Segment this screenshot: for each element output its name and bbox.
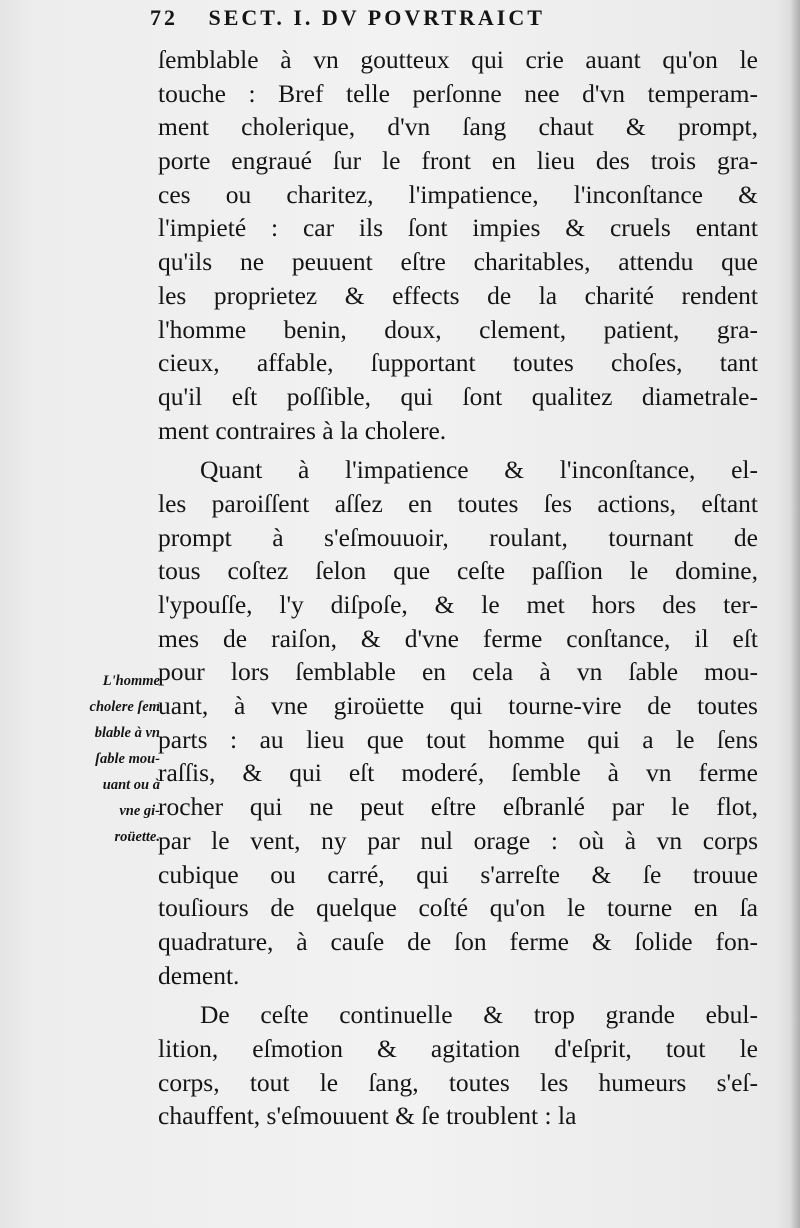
text-line: ment contraires à la cholere. — [158, 415, 447, 445]
text-line: les proprietez & effects de la charité rendent — [158, 280, 758, 310]
text-line: quadrature, à cauſe de ſon ferme & ſolide fon- — [158, 926, 758, 956]
text-line: uant, à vne giroüette qui tourne-vire de toutes — [158, 691, 758, 721]
page-edge-shadow — [790, 0, 800, 1228]
text-line: De ceſte continuelle & trop grande ebul- — [200, 1000, 758, 1030]
text-line: Quant à l'impatience & l'inconſtance, el- — [200, 455, 758, 485]
text-line: touſiours de quelque coſté qu'on le tourne en ſa — [158, 893, 758, 923]
text-line: ces ou charitez, l'impatience, l'inconſtance & — [158, 179, 758, 209]
margin-note-line: cholere ſem — [89, 699, 160, 715]
text-line: pour lors ſemblable en cela à vn ſable mou- — [158, 657, 758, 687]
margin-note — [42, 668, 160, 850]
body-text — [158, 43, 758, 1133]
margin-note-line: blable à vn — [94, 725, 160, 741]
text-line: mes de raiſon, & d'vne ferme conſtance, il eſt — [158, 623, 758, 653]
text-line: ment cholerique, d'vn ſang chaut & prompt, — [158, 112, 758, 142]
margin-note-line: uant ou à — [102, 777, 160, 793]
text-line: lition, eſmotion & agitation d'eſprit, tout le — [158, 1033, 758, 1063]
text-line: ſemblable à vn goutteux qui crie auant qu'on le — [158, 45, 758, 74]
text-line: qu'il eſt poſſible, qui ſont qualitez diametrale- — [158, 381, 758, 411]
text-line: prompt à s'eſmouuoir, roulant, tournant de — [158, 522, 758, 552]
text-line: rocher qui ne peut eſtre eſbranlé par le flot, — [158, 792, 758, 822]
text-line: cieux, affable, ſupportant toutes choſes, tant — [158, 348, 758, 378]
text-line: touche : Bref telle perſonne nee d'vn temperam- — [158, 78, 758, 108]
text-line: dement. — [158, 960, 240, 990]
text-line: l'ypouſſe, l'y diſpoſe, & le met hors des ter- — [158, 590, 758, 619]
text-line: par le vent, ny par nul orage : où à vn corps — [158, 825, 758, 855]
text-line: l'impieté : car ils ſont impies & cruels entant — [158, 213, 758, 243]
text-line: chauffent, s'eſmouuent & ſe troublent : la — [158, 1101, 577, 1131]
text-line: qu'ils ne peuuent eſtre charitables, attendu que — [158, 247, 758, 277]
margin-note-line: L'homme — [102, 673, 160, 689]
margin-note-line: ſable mou- — [95, 751, 160, 767]
page-number: 72 — [150, 5, 178, 30]
paragraph — [158, 998, 758, 1133]
text-line: corps, tout le ſang, toutes les humeurs s'eſ- — [158, 1067, 758, 1097]
text-line: l'homme benin, doux, clement, patient, gra- — [158, 314, 758, 344]
running-title: SECT. I. DV POVRTRAICT — [208, 5, 545, 30]
text-line: raſſis, & qui eſt moderé, ſemble à vn ferme — [158, 758, 758, 788]
margin-note-line: roüette. — [114, 829, 160, 845]
text-line: tous coſtez ſelon que ceſte paſſion le domine, — [158, 556, 758, 586]
text-line: porte engraué ſur le front en lieu des trois gra- — [158, 146, 758, 176]
margin-note-line: vne gi- — [119, 803, 160, 819]
text-line: cubique ou carré, qui s'arreſte & ſe trouue — [158, 859, 758, 889]
paragraph — [158, 453, 758, 992]
text-line: les paroiſſent aſſez en toutes ſes actions, eſtant — [158, 488, 758, 518]
text-line: parts : au lieu que tout homme qui a le ſens — [158, 724, 758, 754]
running-header — [150, 3, 800, 33]
paragraph — [158, 43, 758, 447]
